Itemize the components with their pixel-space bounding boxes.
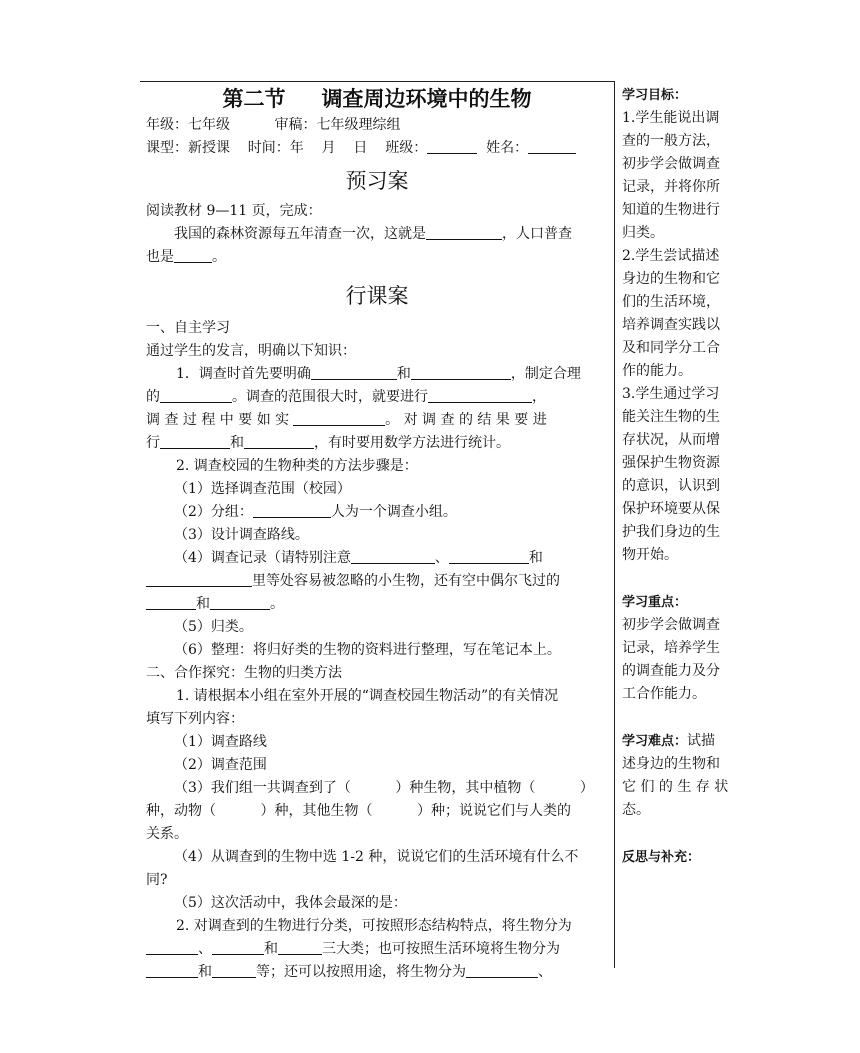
point-1-line-4 xyxy=(146,432,608,455)
text: 和 xyxy=(528,550,543,566)
goal-line: 3.学生通过学习 xyxy=(622,386,720,402)
text: 行 xyxy=(146,435,160,451)
blank[interactable] xyxy=(426,224,502,240)
blank[interactable] xyxy=(212,939,264,955)
question-1-item-3-cont: 种，动物（ ）种，其他生物（ ）种；说说它们与人类的 xyxy=(146,803,572,819)
key-points-title: 学习重点： xyxy=(622,595,688,610)
blank[interactable] xyxy=(411,364,511,380)
goal-line: 的意识，认识到 xyxy=(622,478,720,494)
point-1-line-1 xyxy=(146,363,608,386)
blank[interactable] xyxy=(146,939,198,955)
step-4-line-1 xyxy=(146,547,608,570)
goal-line: 存状况，从而增 xyxy=(622,432,720,448)
goal-line: 物开始。 xyxy=(622,547,678,563)
section-1-heading: 一、自主学习 xyxy=(146,320,230,336)
text: 三大类；也可按照生活环境将生物分为 xyxy=(322,941,560,957)
text: 和 xyxy=(198,964,212,980)
step-4-line-2 xyxy=(146,570,608,593)
goal-line: 作的能力。 xyxy=(622,363,692,379)
goal-line: 们的生活环境， xyxy=(622,294,720,310)
text: 人为一个调查小组。 xyxy=(330,504,457,520)
preview-text-a: 我国的森林资源每五年清查一次，这就是 xyxy=(174,226,426,242)
section-label: 第二节 xyxy=(222,87,286,111)
difficulty-line: 述身边的生物和 xyxy=(622,756,720,772)
difficulty-first-line xyxy=(622,730,736,753)
step-4-line-3 xyxy=(146,593,608,616)
blank[interactable] xyxy=(160,387,232,403)
preview-text-c: 也是 xyxy=(146,249,174,265)
question-1-cont: 填写下列内容： xyxy=(146,711,244,727)
goal-line: 1.学生能说出调 xyxy=(622,110,720,126)
text: 1．调查时首先要明确 xyxy=(176,366,311,382)
text: 、 xyxy=(198,941,212,957)
page-title xyxy=(146,84,608,114)
lesson-heading: 行课案 xyxy=(345,284,409,308)
meta-prefix: 课型：新授课 时间：年 月 日 班级： xyxy=(146,140,428,156)
preview-line-3 xyxy=(146,246,608,269)
blank[interactable] xyxy=(449,548,529,564)
question-1-item-5: （5）这次活动中，我体会最深的是： xyxy=(174,895,407,911)
main-column xyxy=(146,84,608,984)
text: ，有时要用数学方法进行统计。 xyxy=(314,435,510,451)
preview-text-b: ，人口普查 xyxy=(502,226,572,242)
goal-line: 查的一般方法， xyxy=(622,133,720,149)
text: ， xyxy=(532,389,546,405)
text: 和 xyxy=(264,941,278,957)
point-1-line-2 xyxy=(146,386,608,409)
grade-line: 年级：七年级 审稿：七年级理综组 xyxy=(146,117,401,133)
question-2: 2. 对调查到的生物进行分类，可按照形态结构特点，将生物分为 xyxy=(176,918,572,934)
blank[interactable] xyxy=(351,548,435,564)
goal-line: 强保护生物资源 xyxy=(622,455,720,471)
section-2-heading: 二、合作探究：生物的归类方法 xyxy=(146,665,342,681)
name-blank[interactable] xyxy=(528,138,576,154)
preview-text-d: 。 xyxy=(212,249,226,265)
blank[interactable] xyxy=(428,387,532,403)
goal-line: 及和同学分工合 xyxy=(622,340,720,356)
blank[interactable] xyxy=(466,962,538,978)
question-1-item-4-cont: 同? xyxy=(146,872,168,888)
text: （2）分组： xyxy=(174,504,253,520)
column-divider xyxy=(614,81,615,968)
key-points-list xyxy=(622,614,736,706)
text: 和 xyxy=(396,366,411,382)
blank[interactable] xyxy=(146,571,252,587)
blank[interactable] xyxy=(253,502,331,518)
text: 的 xyxy=(146,389,160,405)
text: 和 xyxy=(196,596,210,612)
reflection-title: 反思与补充： xyxy=(622,850,701,865)
blank[interactable] xyxy=(146,962,198,978)
text: 、 xyxy=(434,550,449,566)
blank[interactable] xyxy=(174,247,212,263)
text: 和 xyxy=(230,435,244,451)
text: 。 xyxy=(270,596,284,612)
meta-line xyxy=(146,137,608,160)
question-1-item-2: （2）调查范围 xyxy=(174,757,267,773)
text: 调 查 过 程 中 要 如 实 xyxy=(146,412,290,428)
sidebar-column xyxy=(622,84,736,869)
goal-line: 2.学生尝试描述 xyxy=(622,248,720,264)
goal-line: 记录，并将你所 xyxy=(622,179,720,195)
class-blank[interactable] xyxy=(427,138,477,154)
step-2 xyxy=(146,501,608,524)
question-1-item-1: （1）调查路线 xyxy=(174,734,267,750)
goals-title: 学习目标： xyxy=(622,88,688,103)
question-1-item-3: （3）我们组一共调查到了（ ）种生物，其中植物（ ） xyxy=(174,780,594,796)
point-2: 2. 调查校园的生物种类的方法步骤是： xyxy=(176,458,418,474)
key-point-line: 初步学会做调查 xyxy=(622,617,720,633)
difficulty-list xyxy=(622,753,736,822)
question-1-item-4: （4）从调查到的生物中选 1-2 种，说说它们的生活环境有什么不 xyxy=(174,849,579,865)
step-1: （1）选择调查范围（校园） xyxy=(174,481,351,497)
name-label: 姓名： xyxy=(477,140,529,156)
key-point-line: 记录，培养学生 xyxy=(622,640,720,656)
text: 、 xyxy=(538,964,552,980)
blank[interactable] xyxy=(278,939,322,955)
goals-list xyxy=(622,107,736,567)
goal-line: 保护环境要从保 xyxy=(622,501,720,517)
top-rule xyxy=(140,81,614,82)
question-1-item-3-end: 关系。 xyxy=(146,826,188,842)
section-1-intro: 通过学生的发言，明确以下知识： xyxy=(146,343,356,359)
text: 里等处容易被忽略的小生物，还有空中偶尔飞过的 xyxy=(252,573,560,589)
question-1: 1. 请根据本小组在室外开展的“调查校园生物活动”的有关情况 xyxy=(176,688,559,704)
goal-line: 能关注生物的生 xyxy=(622,409,720,425)
blank[interactable] xyxy=(146,594,196,610)
text: 等；还可以按照用途，将生物分为 xyxy=(256,964,466,980)
step-6: （6）整理：将归好类的生物的资料进行整理，写在笔记本上。 xyxy=(174,642,561,658)
text: 。 对 调 查 的 结 果 要 进 xyxy=(385,412,547,428)
text: 。调查的范围很大时，就要进行 xyxy=(232,389,428,405)
goal-line: 培养调查实践以 xyxy=(622,317,720,333)
question-2-line-2 xyxy=(146,938,608,961)
goal-line: 初步学会做调查 xyxy=(622,156,720,172)
point-1-line-3 xyxy=(146,409,608,432)
key-point-line: 的调查能力及分 xyxy=(622,663,720,679)
blank[interactable] xyxy=(210,594,270,610)
text: （4）调查记录（请特别注意 xyxy=(174,550,351,566)
blank[interactable] xyxy=(293,410,385,426)
preview-line-1: 阅读教材 9—11 页，完成： xyxy=(146,203,322,219)
blank[interactable] xyxy=(244,433,314,449)
preview-heading: 预习案 xyxy=(345,169,409,193)
goal-line: 归类。 xyxy=(622,225,664,241)
key-point-line: 工合作能力。 xyxy=(622,686,706,702)
step-3: （3）设计调查路线。 xyxy=(174,527,309,543)
goal-line: 身边的生物和它 xyxy=(622,271,720,287)
question-2-line-3 xyxy=(146,961,608,984)
difficulty-title: 学习难点： xyxy=(622,734,688,749)
section-title: 调查周边环境中的生物 xyxy=(321,87,532,111)
blank[interactable] xyxy=(160,433,230,449)
text: ，制定合理 xyxy=(510,366,581,382)
step-5: （5）归类。 xyxy=(174,619,253,635)
blank[interactable] xyxy=(212,962,256,978)
difficulty-line: 态。 xyxy=(622,802,650,818)
goal-line: 护我们身边的生 xyxy=(622,524,720,540)
blank[interactable] xyxy=(311,364,397,380)
difficulty-line: 它 们 的 生 存 状 xyxy=(622,779,729,795)
preview-line-2 xyxy=(146,223,608,246)
goal-line: 知道的生物进行 xyxy=(622,202,720,218)
difficulty-text: 试描 xyxy=(687,733,716,749)
